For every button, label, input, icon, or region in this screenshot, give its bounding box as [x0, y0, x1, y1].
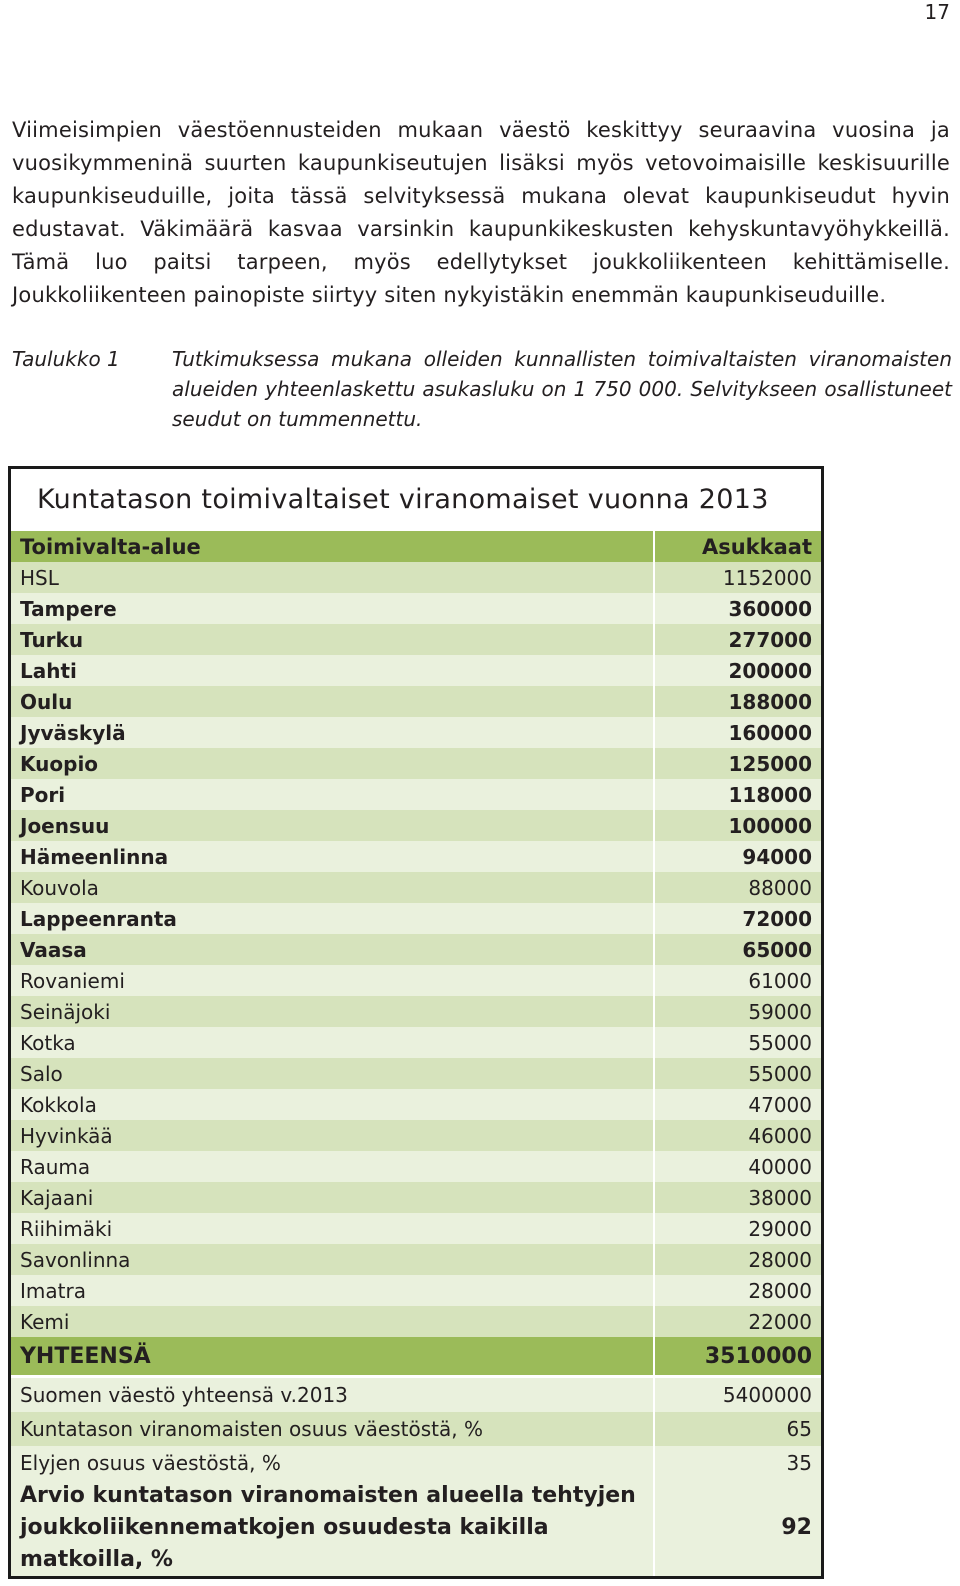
- estimate-row: [11, 1480, 821, 1576]
- caption-label: Taulukko 1: [12, 347, 120, 371]
- population-value: 118000: [654, 779, 821, 810]
- area-name: Kokkola: [11, 1089, 654, 1120]
- area-name: Kotka: [11, 1027, 654, 1058]
- population-value: 125000: [654, 748, 821, 779]
- table-row: [11, 1275, 821, 1306]
- table-row: [11, 624, 821, 655]
- table-row: [11, 872, 821, 903]
- table-row: [11, 1306, 821, 1337]
- population-value: 59000: [654, 996, 821, 1027]
- population-value: 188000: [654, 686, 821, 717]
- area-name: Lappeenranta: [11, 903, 654, 934]
- table-title: Kuntatason toimivaltaiset viranomaiset vuonna 2013: [11, 469, 821, 531]
- area-name: Imatra: [11, 1275, 654, 1306]
- population-value: 35: [654, 1446, 821, 1480]
- area-name: Hämeenlinna: [11, 841, 654, 872]
- table-row: [11, 1182, 821, 1213]
- population-value: 28000: [654, 1275, 821, 1306]
- table-row: [11, 1058, 821, 1089]
- stat-row: [11, 1412, 821, 1446]
- area-name: HSL: [11, 562, 654, 593]
- population-value: 160000: [654, 717, 821, 748]
- area-name: Savonlinna: [11, 1244, 654, 1275]
- table-row: [11, 965, 821, 996]
- page-number: 17: [924, 0, 950, 24]
- population-value: 65000: [654, 934, 821, 965]
- table-row: [11, 1089, 821, 1120]
- area-name: Joensuu: [11, 810, 654, 841]
- population-value: 5400000: [654, 1378, 821, 1412]
- population-value: 22000: [654, 1306, 821, 1337]
- table-row: [11, 562, 821, 593]
- population-value: 72000: [654, 903, 821, 934]
- population-value: 3510000: [654, 1337, 821, 1375]
- caption-text: Tutkimuksessa mukana olleiden kunnallisten toimivaltaisten viranomaisten alueiden yhteenlaskettu asukasluku on 1 750 000. Selvitykseen osallistuneet seudut on tummennettu.: [172, 347, 952, 431]
- population-value: 94000: [654, 841, 821, 872]
- area-name: Elyjen osuus väestöstä, %: [11, 1446, 654, 1480]
- population-table-grid: [11, 531, 821, 1576]
- table-row: [11, 810, 821, 841]
- header-population: Asukkaat: [654, 531, 821, 562]
- area-name: Kajaani: [11, 1182, 654, 1213]
- population-value: 1152000: [654, 562, 821, 593]
- population-value: 92: [654, 1480, 821, 1576]
- area-name: Kemi: [11, 1306, 654, 1337]
- table-row: [11, 748, 821, 779]
- population-value: 29000: [654, 1213, 821, 1244]
- area-name: Kouvola: [11, 872, 654, 903]
- area-name: Seinäjoki: [11, 996, 654, 1027]
- area-name: Vaasa: [11, 934, 654, 965]
- population-table: [8, 466, 824, 1579]
- area-name: Turku: [11, 624, 654, 655]
- area-name: YHTEENSÄ: [11, 1337, 654, 1375]
- area-name: Salo: [11, 1058, 654, 1089]
- area-name: Kuopio: [11, 748, 654, 779]
- population-value: 46000: [654, 1120, 821, 1151]
- table-row: [11, 1244, 821, 1275]
- area-name: Arvio kuntatason viranomaisten alueella tehtyjen joukkoliikennematkojen osuudesta kaikilla matkoilla, %: [11, 1480, 654, 1576]
- table-row: [11, 996, 821, 1027]
- table-row: [11, 1027, 821, 1058]
- total-row: [11, 1337, 821, 1375]
- area-name: Rovaniemi: [11, 965, 654, 996]
- population-value: 277000: [654, 624, 821, 655]
- population-value: 40000: [654, 1151, 821, 1182]
- table-row: [11, 1120, 821, 1151]
- table-row: [11, 779, 821, 810]
- area-name: Oulu: [11, 686, 654, 717]
- intro-paragraph: Viimeisimpien väestöennusteiden mukaan väestö keskittyy seuraavina vuosina ja vuosikymmeninä suurten kaupunkiseutujen lisäksi myös vetovoimaisille keskisuurille kaupunkiseuduille, joita tässä selvityksessä mukana olevat kaupunkiseudut hyvin edustavat. Väkimäärä kasvaa varsinkin kaupunkikeskusten kehyskuntavyöhykkeillä. Tämä luo paitsi tarpeen, myös edellytykset joukkoliikenteen kehittämiselle. Joukkoliikenteen painopiste siirtyy siten nykyistäkin enemmän kaupunkiseuduille.: [12, 118, 950, 307]
- table-row: [11, 1151, 821, 1182]
- population-value: 360000: [654, 593, 821, 624]
- header-area: Toimivalta-alue: [11, 531, 654, 562]
- table-row: [11, 903, 821, 934]
- area-name: Jyväskylä: [11, 717, 654, 748]
- population-value: 55000: [654, 1058, 821, 1089]
- stat-row: [11, 1378, 821, 1412]
- population-value: 38000: [654, 1182, 821, 1213]
- table-row: [11, 841, 821, 872]
- table-header-row: [11, 531, 821, 562]
- population-value: 88000: [654, 872, 821, 903]
- table-row: [11, 717, 821, 748]
- table-row: [11, 934, 821, 965]
- table-row: [11, 655, 821, 686]
- population-value: 100000: [654, 810, 821, 841]
- area-name: Rauma: [11, 1151, 654, 1182]
- area-name: Tampere: [11, 593, 654, 624]
- area-name: Lahti: [11, 655, 654, 686]
- table-row: [11, 686, 821, 717]
- area-name: Kuntatason viranomaisten osuus väestöstä, %: [11, 1412, 654, 1446]
- table-caption: [12, 344, 952, 434]
- area-name: Riihimäki: [11, 1213, 654, 1244]
- table-row: [11, 1213, 821, 1244]
- area-name: Pori: [11, 779, 654, 810]
- population-value: 55000: [654, 1027, 821, 1058]
- population-value: 28000: [654, 1244, 821, 1275]
- area-name: Suomen väestö yhteensä v.2013: [11, 1378, 654, 1412]
- population-value: 61000: [654, 965, 821, 996]
- population-value: 65: [654, 1412, 821, 1446]
- table-row: [11, 593, 821, 624]
- stat-row: [11, 1446, 821, 1480]
- area-name: Hyvinkää: [11, 1120, 654, 1151]
- population-value: 47000: [654, 1089, 821, 1120]
- population-value: 200000: [654, 655, 821, 686]
